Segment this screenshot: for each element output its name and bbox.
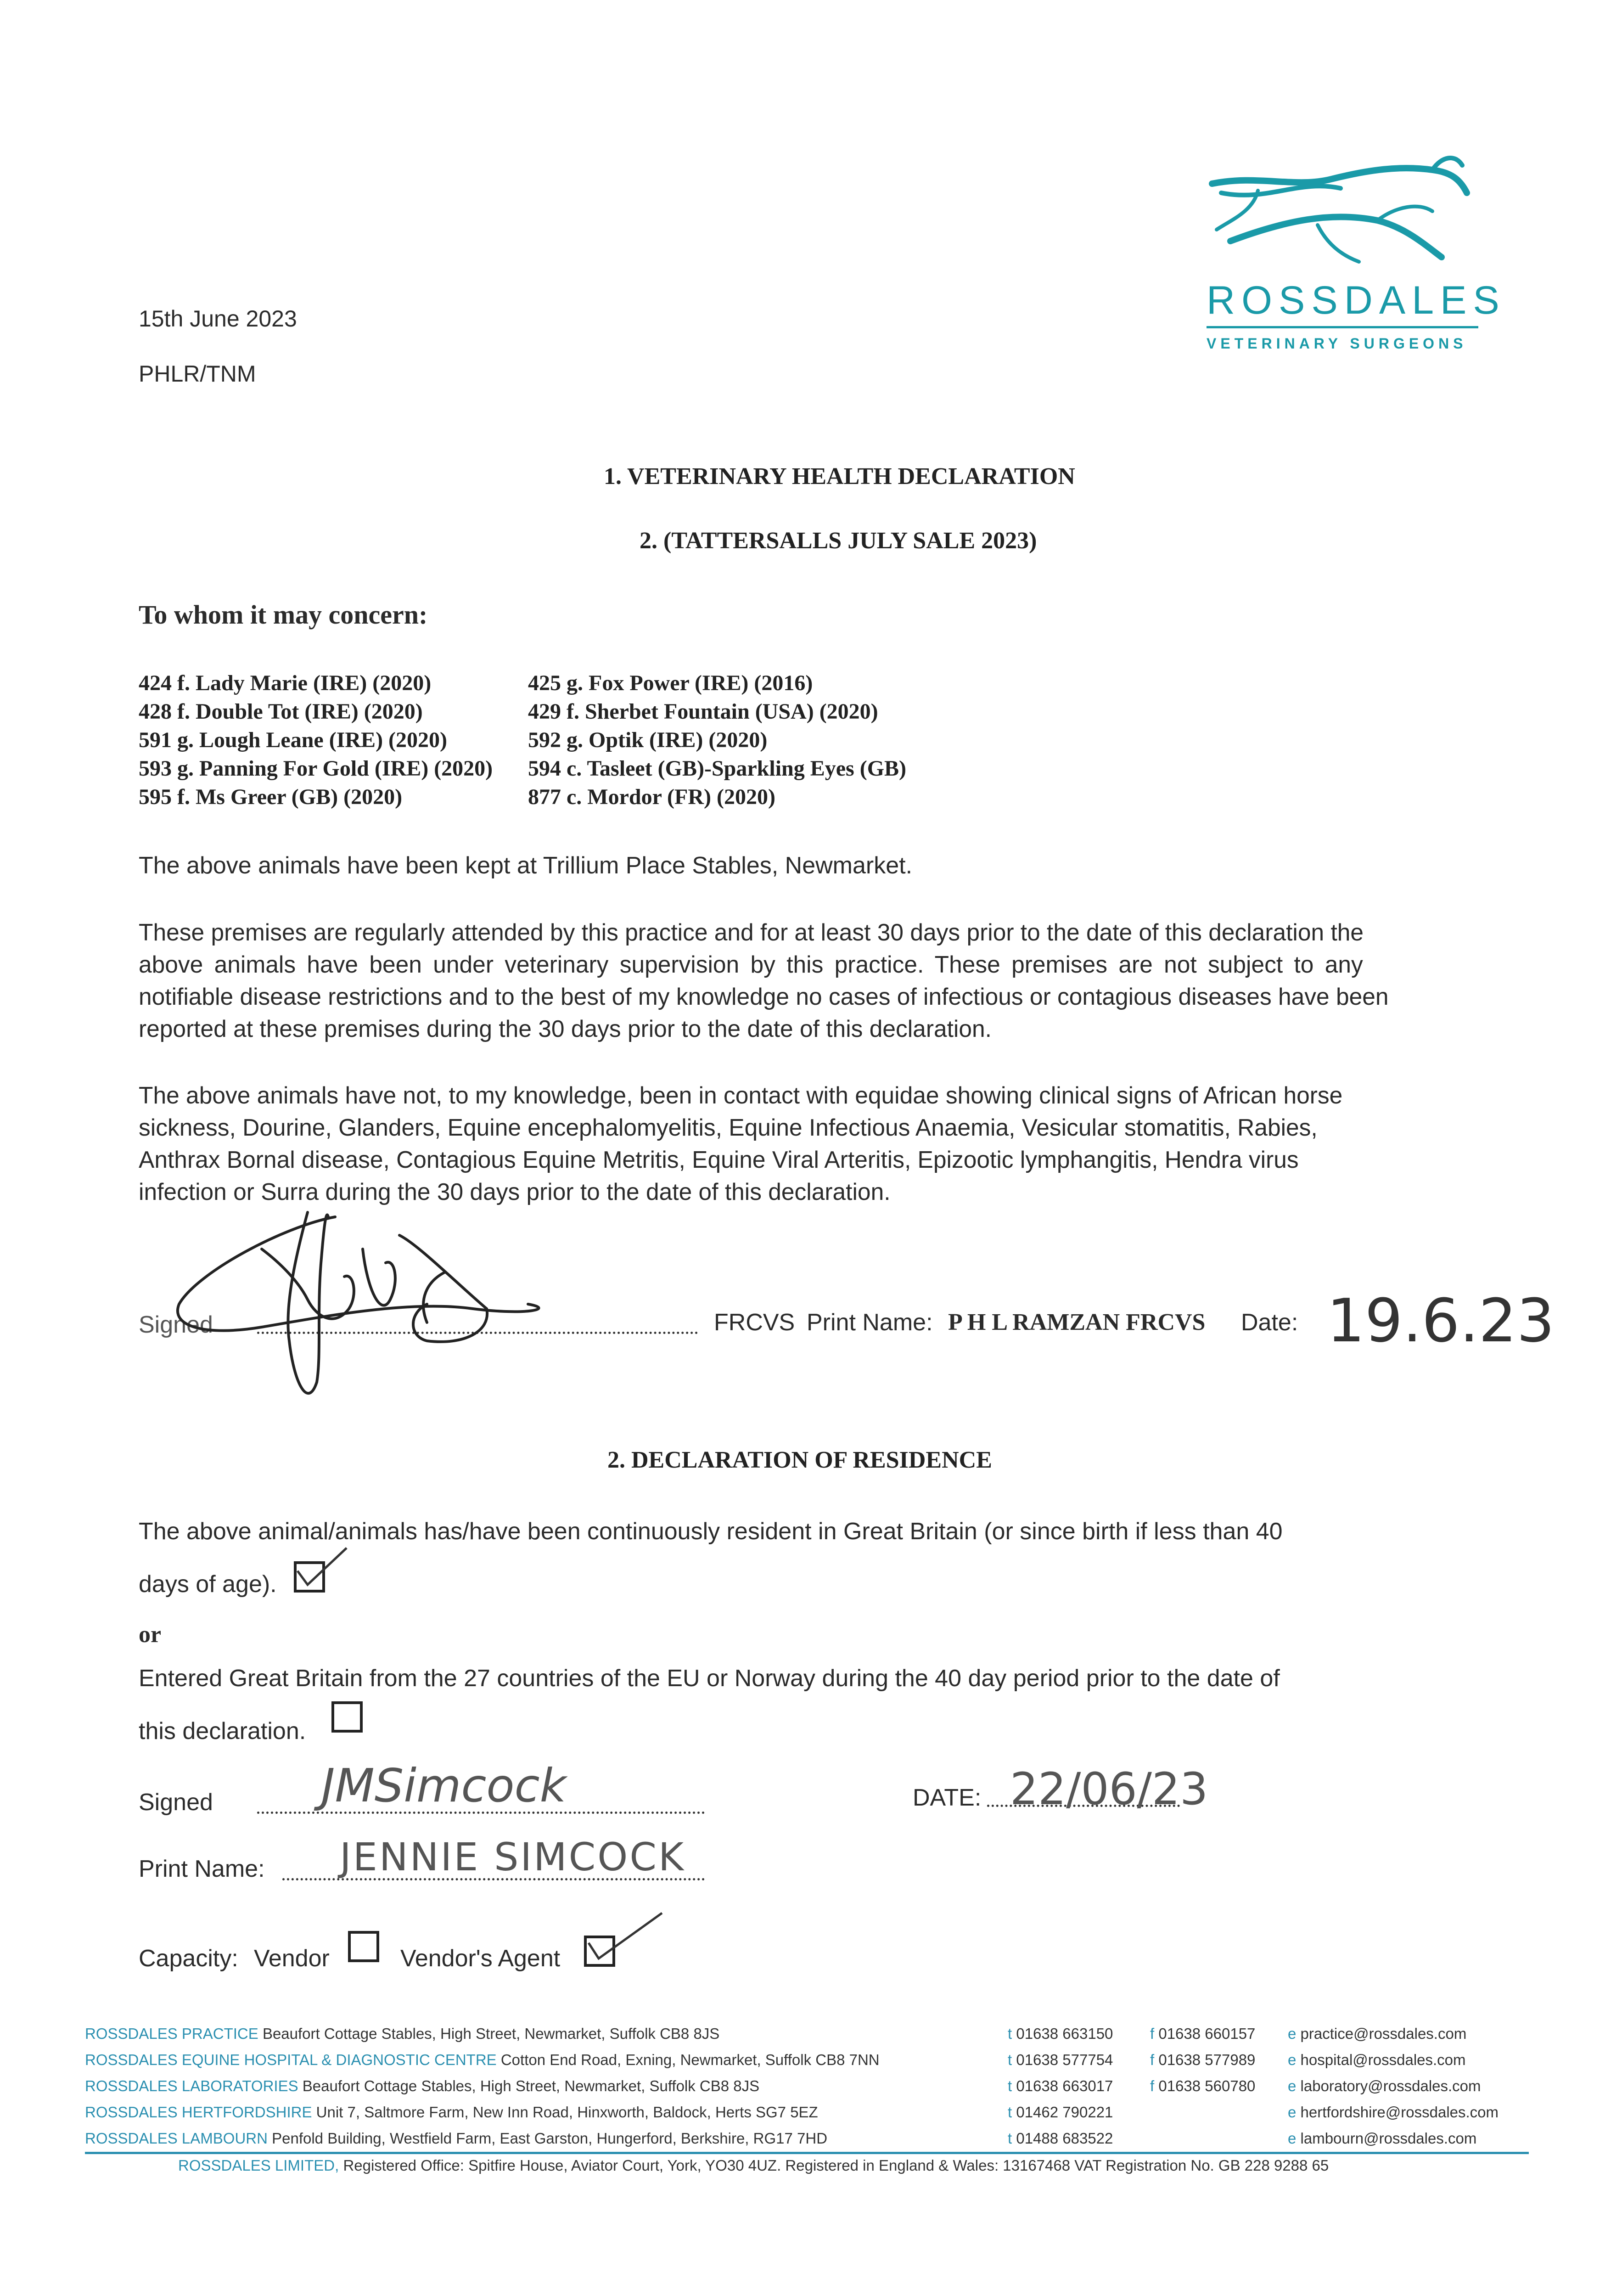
residence-option-1-line-2: days of age).	[139, 1571, 277, 1598]
office-email[interactable]: e practice@rossdales.com	[1288, 2025, 1467, 2042]
office-tel: t 01638 577754	[1008, 2051, 1113, 2068]
office-fax: f 01638 560780	[1150, 2077, 1256, 2094]
vet-signature-icon	[170, 1189, 565, 1419]
office-address: Penfold Building, Westfield Farm, East Garston, Hungerford, Berkshire, RG17 7HD	[272, 2130, 828, 2147]
office-name: ROSSDALES HERTFORDSHIRE	[85, 2104, 312, 2121]
title-line-1: 1. VETERINARY HEALTH DECLARATION	[604, 463, 1075, 490]
office-row	[85, 2025, 719, 2043]
date-label: Date:	[1241, 1309, 1298, 1336]
letter-date: 15th June 2023	[139, 306, 297, 332]
paragraph-line: notifiable disease restrictions and to the best of my knowledge no cases of infectious or contagious diseases have been	[139, 983, 1389, 1010]
office-email[interactable]: e hertfordshire@rossdales.com	[1288, 2104, 1499, 2121]
paragraph-line: sickness, Dourine, Glanders, Equine encephalomyelitis, Equine Infectious Anaemia, Vesicular stomatitis, Rabies,	[139, 1114, 1318, 1141]
rossdales-logo	[1203, 152, 1506, 363]
office-email[interactable]: e hospital@rossdales.com	[1288, 2051, 1466, 2068]
office-row	[85, 2130, 827, 2147]
checkmark-icon	[294, 1546, 349, 1587]
paragraph-premises: The above animals have been kept at Trillium Place Stables, Newmarket.	[139, 852, 913, 879]
print-name-label-2: Print Name:	[139, 1856, 265, 1882]
office-tel: t 01638 663017	[1008, 2077, 1113, 2094]
office-email[interactable]: e lambourn@rossdales.com	[1288, 2130, 1477, 2147]
office-address: Beaufort Cottage Stables, High Street, Newmarket, Suffolk CB8 8JS	[302, 2077, 760, 2094]
letter-reference: PHLR/TNM	[139, 361, 256, 387]
entered-checkbox[interactable]	[331, 1701, 363, 1733]
registered-office	[178, 2157, 1329, 2174]
print-name-value: P H L RAMZAN FRCVS	[948, 1309, 1206, 1335]
residence-option-2-line-2: this declaration.	[139, 1718, 306, 1745]
residence-option-1-line-1: The above animal/animals has/have been continuously resident in Great Britain (or since birth if less than 40	[139, 1518, 1283, 1545]
registered-brand: ROSSDALES LIMITED,	[178, 2157, 339, 2174]
capacity-label: Capacity:	[139, 1945, 238, 1972]
office-name: ROSSDALES LABORATORIES	[85, 2077, 298, 2094]
office-row	[85, 2077, 759, 2095]
lot-item: 424 f. Lady Marie (IRE) (2020)	[139, 671, 432, 695]
lot-item: 429 f. Sherbet Fountain (USA) (2020)	[528, 699, 878, 724]
handwritten-date: 19.6.23	[1327, 1286, 1555, 1356]
office-address: Unit 7, Saltmore Farm, New Inn Road, Hinxworth, Baldock, Herts SG7 5EZ	[316, 2104, 818, 2121]
lot-item: 595 f. Ms Greer (GB) (2020)	[139, 785, 403, 809]
vendors-agent-label: Vendor's Agent	[400, 1945, 561, 1972]
paragraph-line: Anthrax Bornal disease, Contagious Equine Metritis, Equine Viral Arteritis, Epizootic lymphangitis, Hendra virus	[139, 1146, 1299, 1173]
office-row	[85, 2051, 880, 2069]
lot-item: 425 g. Fox Power (IRE) (2016)	[528, 671, 813, 695]
lot-item: 592 g. Optik (IRE) (2020)	[528, 728, 768, 752]
logo-divider	[1207, 326, 1478, 328]
logo-name: ROSSDALES	[1207, 278, 1506, 322]
office-row	[85, 2104, 818, 2121]
paragraph-line: reported at these premises during the 30 days prior to the date of this declaration.	[139, 1015, 992, 1042]
office-name: ROSSDALES PRACTICE	[85, 2025, 258, 2042]
lot-item: 877 c. Mordor (FR) (2020)	[528, 785, 775, 809]
office-address: Beaufort Cottage Stables, High Street, Newmarket, Suffolk CB8 8JS	[262, 2025, 720, 2042]
title-line-2: 2. (TATTERSALLS JULY SALE 2023)	[640, 528, 1037, 554]
lot-item: 591 g. Lough Leane (IRE) (2020)	[139, 728, 448, 752]
paragraph-line: These premises are regularly attended by this practice and for at least 30 days prior to the date of this declaration the	[139, 919, 1364, 945]
office-email[interactable]: e laboratory@rossdales.com	[1288, 2077, 1481, 2094]
vendor-checkbox[interactable]	[348, 1931, 379, 1962]
paragraph-line: infection or Surra during the 30 days prior to the date of this declaration.	[139, 1178, 891, 1205]
signed-label-2: Signed	[139, 1789, 213, 1816]
residence-option-2-line-1: Entered Great Britain from the 27 countries of the EU or Norway during the 40 day period prior to the date of	[139, 1665, 1280, 1692]
office-fax: f 01638 577989	[1150, 2051, 1256, 2068]
handwritten-signature: JMSimcock	[321, 1759, 567, 1812]
footer-divider	[85, 2152, 1529, 2154]
lot-item: 428 f. Double Tot (IRE) (2020)	[139, 699, 423, 724]
salutation: To whom it may concern:	[139, 600, 428, 630]
frcvs-label: FRCVS	[714, 1309, 795, 1336]
resident-checkbox[interactable]	[294, 1561, 325, 1593]
paragraph-line: above animals have been under veterinary supervision by this practice. These premises are not subject to any	[139, 951, 1363, 978]
lot-item: 593 g. Panning For Gold (IRE) (2020)	[139, 756, 493, 781]
office-name: ROSSDALES EQUINE HOSPITAL & DIAGNOSTIC CENTRE	[85, 2051, 497, 2068]
paragraph-line: The above animals have not, to my knowledge, been in contact with equidae showing clinical signs of African horse	[139, 1082, 1343, 1109]
office-tel: t 01638 663150	[1008, 2025, 1113, 2042]
print-name-label: Print Name:	[807, 1309, 933, 1336]
signed-label: Signed	[139, 1311, 213, 1338]
or-label: or	[139, 1621, 162, 1648]
office-address: Cotton End Road, Exning, Newmarket, Suffolk CB8 7NN	[500, 2051, 880, 2068]
date-label-2: DATE:	[913, 1784, 982, 1811]
lot-item: 594 c. Tasleet (GB)-Sparkling Eyes (GB)	[528, 756, 907, 781]
registered-text: Registered Office: Spitfire House, Aviator Court, York, YO30 4UZ. Registered in England & Wales: 13167468 VAT Registration No. GB 228 9288 65	[343, 2157, 1329, 2174]
office-tel: t 01488 683522	[1008, 2130, 1113, 2147]
office-fax: f 01638 660157	[1150, 2025, 1256, 2042]
vendors-agent-checkbox[interactable]	[584, 1936, 615, 1967]
logo-subtitle: VETERINARY SURGEONS	[1207, 335, 1467, 352]
handwritten-date-2: 22/06/23	[1010, 1763, 1208, 1815]
handwritten-print-name: JENNIE SIMCOCK	[340, 1835, 686, 1880]
vendor-label: Vendor	[254, 1945, 330, 1972]
office-name: ROSSDALES LAMBOURN	[85, 2130, 268, 2147]
office-tel: t 01462 790221	[1008, 2104, 1113, 2121]
checkmark-icon	[584, 1911, 667, 1961]
horse-logo-icon	[1203, 152, 1483, 271]
residence-heading: 2. DECLARATION OF RESIDENCE	[607, 1447, 992, 1473]
